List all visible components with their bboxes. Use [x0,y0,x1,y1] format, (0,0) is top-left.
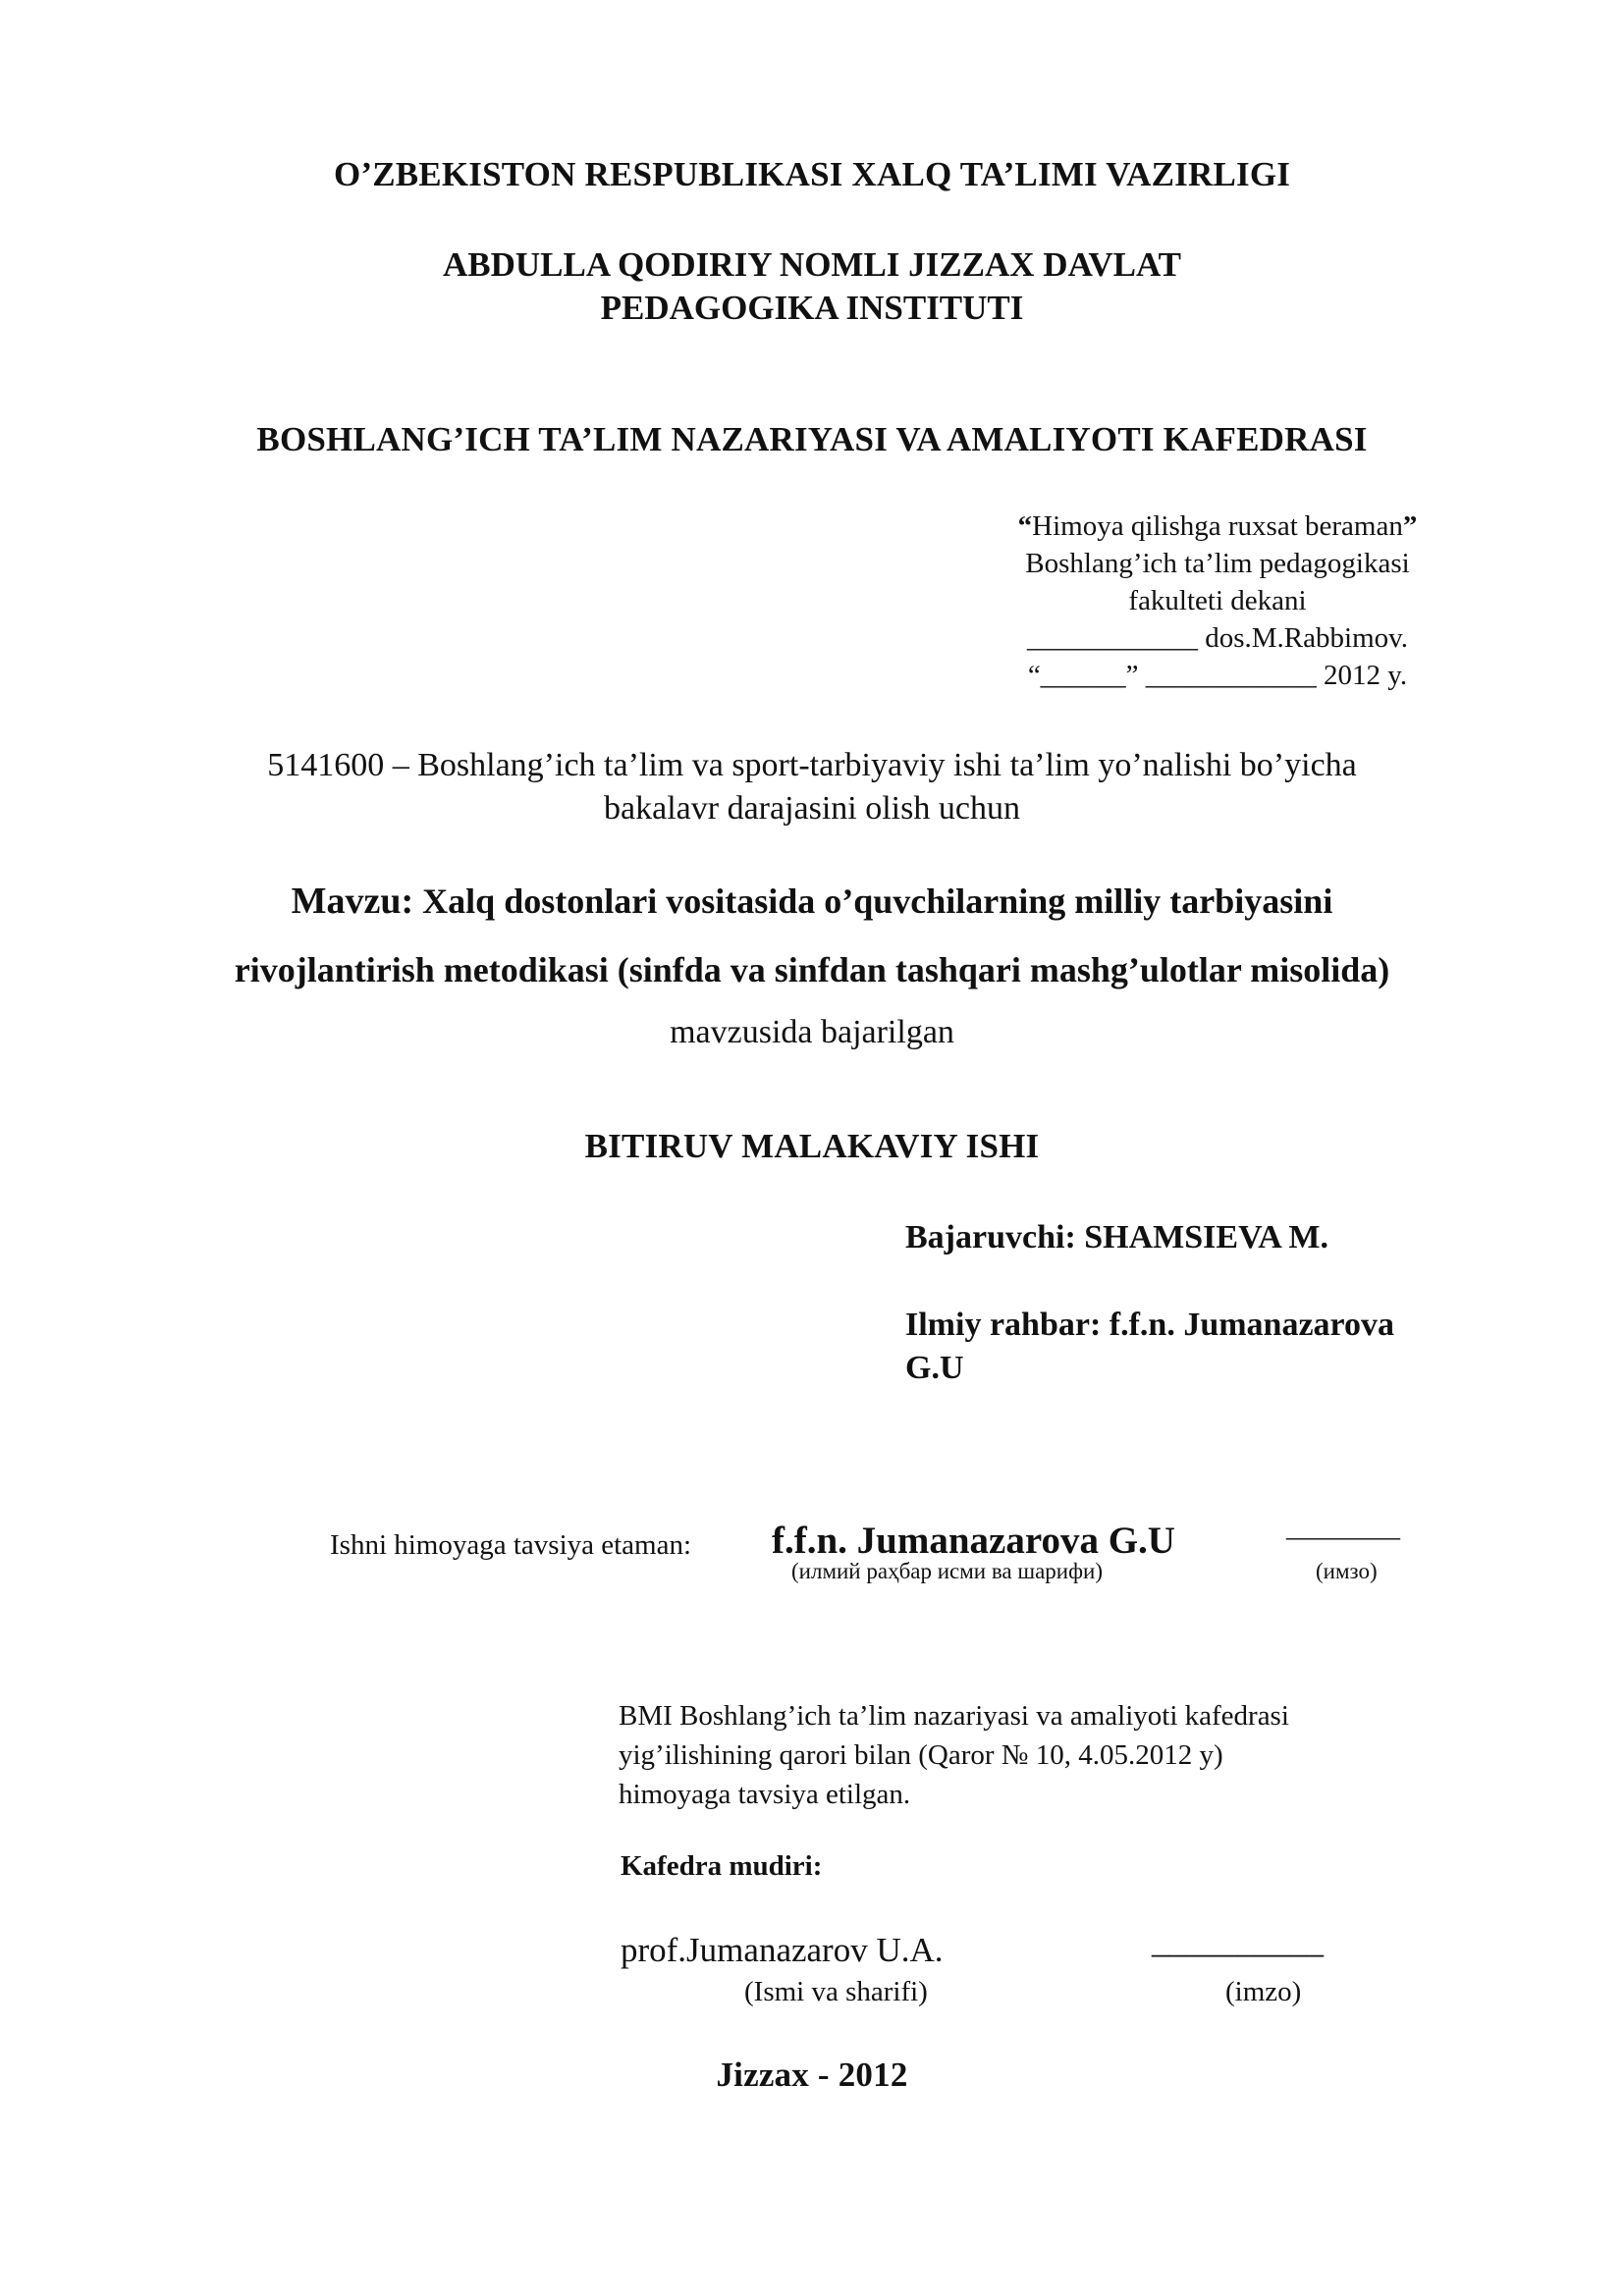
decision-text [619,1696,1404,1814]
head-signature-caption: (imzo) [1225,1976,1302,2007]
department-title: BOSHLANG’ICH TA’LIM NAZARIYASI VA AMALIYOTI KAFEDRASI [256,420,1368,458]
degree-text [0,744,1624,830]
topic-line-2: rivojlantirish metodikasi (sinfda va sinfdan tashqari mashg’ulotlar misolida) [234,950,1390,989]
topic-line-1 [0,867,1624,935]
recommendation-name: f.f.n. Jumanazarova G.U [772,1520,1175,1562]
approval-line-4: ____________ dos.M.Rabbimov. [1026,622,1409,654]
decision-line-3: himoyaga tavsiya etilgan. [619,1779,911,1810]
supervisor [905,1304,1514,1390]
institute-line-1: ABDULLA QODIRIY NOMLI JIZZAX DAVLAT [443,245,1181,284]
city-year: Jizzax - 2012 [716,2056,908,2094]
decision-line-1: BMI Boshlang’ich ta’lim nazariyasi va amaliyoti kafedrasi [619,1700,1289,1732]
decision-line-2: yig’ilishining qarori bilan (Qaror № 10, 4.05.2012 y) [619,1739,1223,1771]
approval-line-3: fakulteti dekani [1128,585,1307,616]
supervisor-line-1: Ilmiy rahbar: f.f.n. Jumanazarova [905,1307,1395,1343]
ministry-title: O’ZBEKISTON RESPUBLIKASI XALQ TA’LIMI VAZIRLIGI [333,155,1291,193]
institute-title [0,243,1624,330]
degree-line-1: 5141600 – Boshlang’ich ta’lim va sport-tarbiyaviy ishi ta’lim yo’nalishi bo’yicha [267,747,1357,783]
recommendation-signature-caption: (имзо) [1316,1559,1378,1583]
approval-block [923,507,1512,694]
head-signature-line: __________ [1152,1922,1324,1960]
degree-line-2: bakalavr darajasini olish uchun [604,790,1020,827]
approval-line-2: Boshlang’ich ta’lim pedagogikasi [1025,548,1410,579]
topic-line-3: mavzusida bajarilgan [670,1014,954,1050]
work-type-title: BITIRUV MALAKAVIY ISHI [584,1127,1040,1165]
recommendation-label: Ishni himoyaga tavsiya etaman: [330,1529,692,1561]
recommendation-signature-line: ________ [1286,1512,1400,1543]
performer: Bajaruvchi: SHAMSIEVA M. [905,1219,1329,1255]
approval-line-5: “______” ____________ 2012 y. [1027,660,1408,691]
recommendation-name-caption: (илмий раҳбар исми ва шарифи) [791,1559,1103,1583]
head-name-caption: (Ismi va sharifi) [744,1976,928,2007]
supervisor-line-2: G.U [905,1350,964,1386]
institute-line-2: PEDAGOGIKA INSTITUTI [600,289,1024,327]
head-title: Kafedra mudiri: [621,1850,823,1882]
approval-title: “Himoya qilishga ruxsat beraman” [1017,510,1418,542]
head-name: prof.Jumanazarov U.A. [621,1931,944,1969]
topic-text-1: Xalq dostonlari vositasida o’quvchilarning milliy tarbiyasini [422,881,1333,921]
topic-label: Mavzu: [291,881,414,922]
